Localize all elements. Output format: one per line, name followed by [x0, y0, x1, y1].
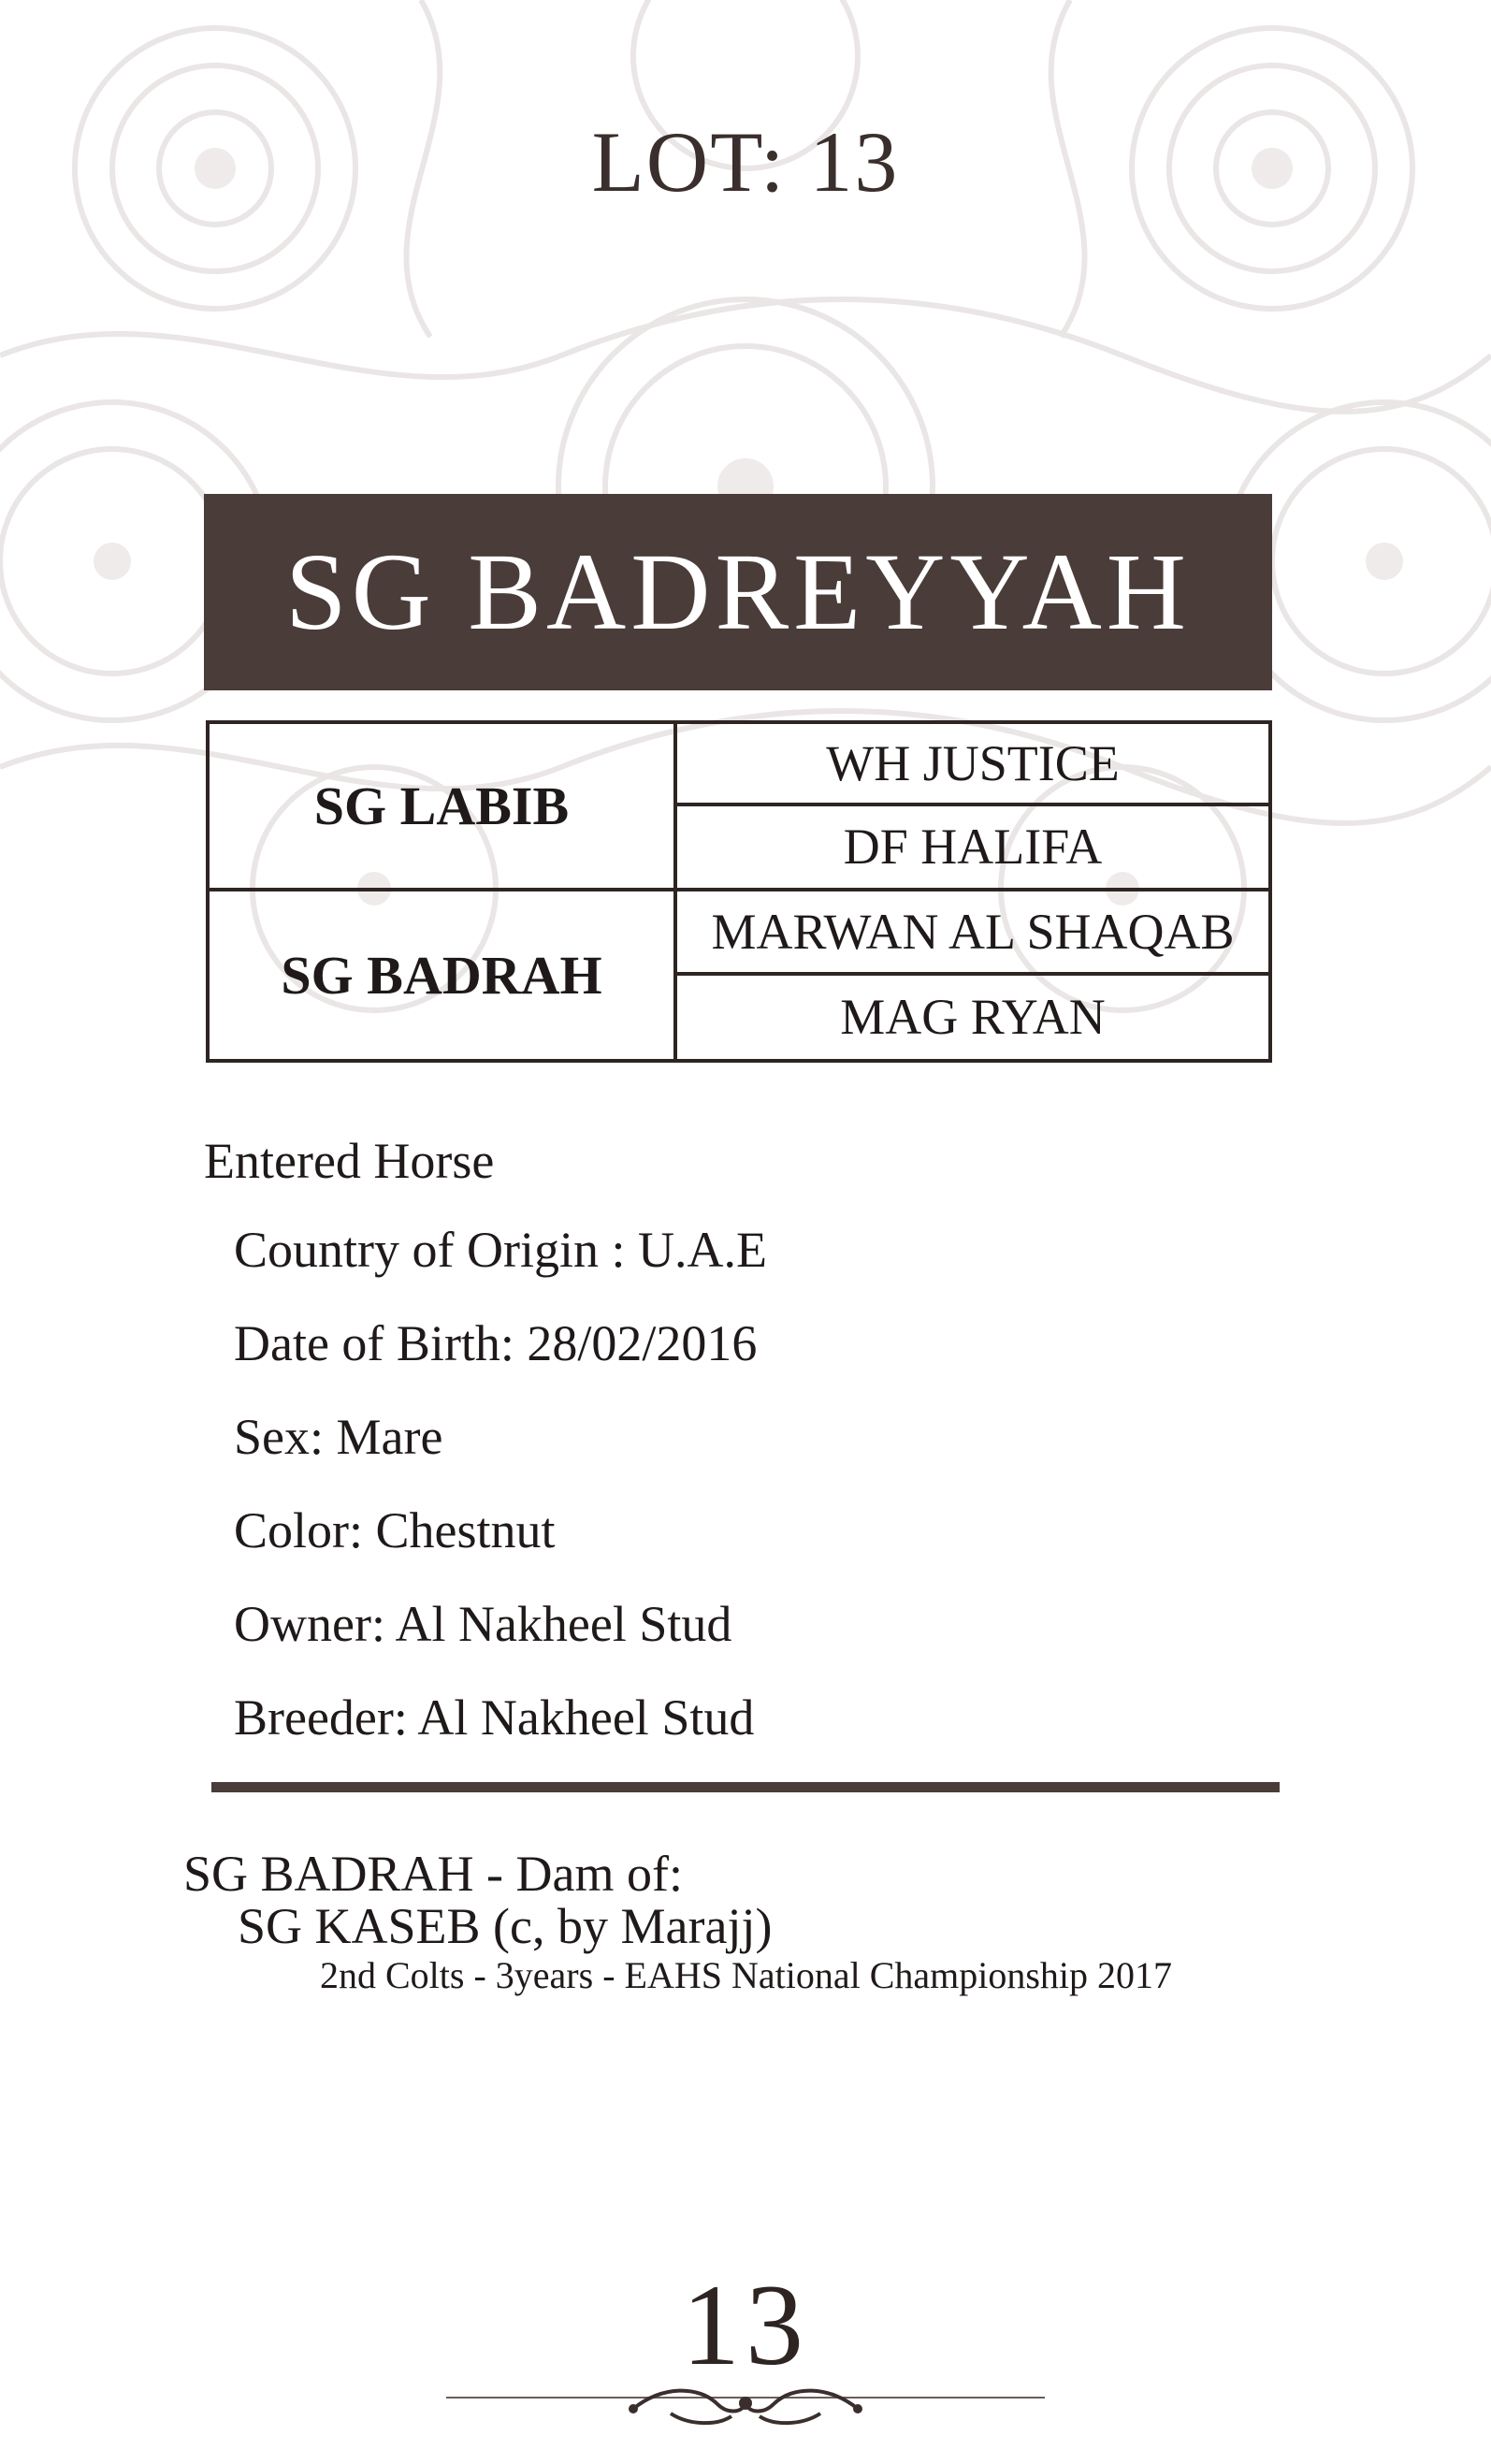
pedigree-dam: SG BADRAH — [210, 891, 677, 1059]
country-of-origin: Country of Origin : U.A.E — [234, 1222, 767, 1278]
scroll-flourish-icon — [446, 2381, 1045, 2428]
date-of-birth: Date of Birth: 28/02/2016 — [234, 1315, 758, 1371]
section-divider — [211, 1782, 1280, 1792]
horse-details — [204, 1132, 1326, 1783]
sex: Sex: Mare — [234, 1409, 443, 1465]
pedigree-dam-dam: MAG RYAN — [840, 989, 1106, 1046]
details-heading: Entered Horse — [204, 1133, 495, 1189]
progeny-dam-of: SG BADRAH - Dam of: — [183, 1846, 683, 1902]
progeny-offspring: SG KASEB (c, by Marajj) — [238, 1898, 773, 1954]
pedigree-table — [206, 720, 1272, 1063]
owner: Owner: Al Nakheel Stud — [234, 1596, 732, 1652]
pedigree-sire-dam: DF HALIFA — [843, 819, 1103, 876]
color: Color: Chestnut — [234, 1502, 556, 1558]
pedigree-dam-sire: MARWAN AL SHAQAB — [677, 891, 1268, 976]
breeder: Breeder: Al Nakheel Stud — [234, 1689, 755, 1746]
page-number: 13 — [682, 2261, 809, 2389]
lot-number-heading: LOT: 13 — [591, 114, 900, 210]
pedigree-sire: SG LABIB — [210, 724, 677, 891]
horse-name: SG BADREYYAH — [284, 530, 1192, 653]
progeny-section — [183, 1848, 1399, 1999]
pedigree-sire-parents — [677, 724, 1268, 891]
progeny-award: 2nd Colts - 3years - EAHS National Championship 2017 — [320, 1954, 1173, 1996]
horse-name-banner — [204, 494, 1272, 690]
pedigree-sire-sire: WH JUSTICE — [677, 724, 1268, 806]
pedigree-dam-parents — [677, 891, 1268, 1059]
